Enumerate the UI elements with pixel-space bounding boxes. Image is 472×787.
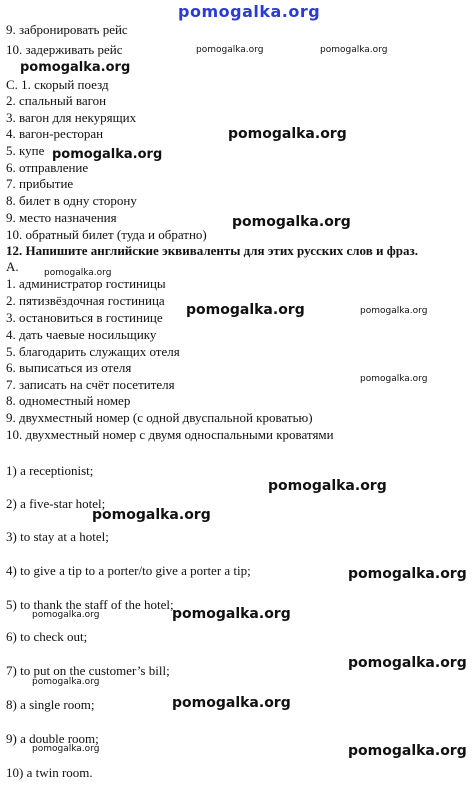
list-item: 8. одноместный номер: [6, 393, 131, 408]
answer-item: 10) a twin room.: [6, 765, 93, 780]
list-item: 5. купе: [6, 143, 45, 158]
top-watermark: pomogalka.org: [178, 2, 321, 21]
watermark: pomogalka.org: [186, 302, 305, 318]
watermark: pomogalka.org: [172, 695, 291, 711]
list-item: 10. обратный билет (туда и обратно): [6, 227, 207, 242]
list-item: 10. двухместный номер с двумя односпальными кроватями: [6, 427, 334, 442]
watermark: pomogalka.org: [228, 126, 347, 142]
answer-item: 3) to stay at a hotel;: [6, 529, 109, 544]
watermark: pomogalka.org: [360, 306, 428, 316]
watermark: pomogalka.org: [44, 268, 112, 278]
list-item: 2. пятизвёздочная гостиница: [6, 293, 165, 308]
answer-item: 1) a receptionist;: [6, 463, 94, 478]
answer-item: 6) to check out;: [6, 629, 88, 644]
watermark: pomogalka.org: [348, 566, 467, 582]
watermark: pomogalka.org: [20, 60, 131, 75]
list-item: 3. вагон для некурящих: [6, 110, 137, 125]
watermark: pomogalka.org: [360, 374, 428, 384]
list-item: 9. место назначения: [6, 210, 117, 225]
watermark: pomogalka.org: [320, 45, 388, 55]
list-item: 9. забронировать рейс: [6, 22, 128, 37]
watermark: pomogalka.org: [268, 478, 387, 494]
list-item: 10. задерживать рейс: [6, 42, 123, 57]
watermark: pomogalka.org: [52, 147, 163, 162]
list-item: С. 1. скорый поезд: [6, 77, 109, 92]
watermark: pomogalka.org: [32, 744, 100, 754]
part-label: А.: [6, 259, 19, 274]
list-item: 6. отправление: [6, 160, 89, 175]
watermark: pomogalka.org: [348, 743, 467, 759]
answer-item: 7) to put on the customer’s bill;: [6, 663, 170, 678]
watermark: pomogalka.org: [232, 214, 351, 230]
list-item: 1. администратор гостиницы: [6, 276, 166, 291]
list-item: 6. выписаться из отеля: [6, 360, 132, 375]
list-item: 2. спальный вагон: [6, 93, 107, 108]
list-item: 4. дать чаевые носильщику: [6, 327, 157, 342]
exercise-heading: 12. Напишите английские эквиваленты для этих русских слов и фраз.: [6, 243, 418, 258]
list-item: 7. прибытие: [6, 176, 74, 191]
watermark: pomogalka.org: [32, 610, 100, 620]
answer-item: 5) to thank the staff of the hotel;: [6, 597, 174, 612]
watermark: pomogalka.org: [92, 507, 211, 523]
answer-item: 9) a double room;: [6, 731, 99, 746]
answer-item: 4) to give a tip to a porter/to give a porter a tip;: [6, 563, 251, 578]
watermark: pomogalka.org: [32, 677, 100, 687]
list-item: 8. билет в одну сторону: [6, 193, 137, 208]
watermark: pomogalka.org: [172, 606, 291, 622]
list-item: 7. записать на счёт посетителя: [6, 377, 175, 392]
list-item: 5. благодарить служащих отеля: [6, 344, 180, 359]
list-item: 3. остановиться в гостинице: [6, 310, 163, 325]
answer-item: 2) a five-star hotel;: [6, 496, 106, 511]
watermark: pomogalka.org: [196, 45, 264, 55]
list-item: 4. вагон-ресторан: [6, 126, 104, 141]
watermark: pomogalka.org: [348, 655, 467, 671]
answer-item: 8) a single room;: [6, 697, 95, 712]
list-item: 9. двухместный номер (с одной двуспальной кроватью): [6, 410, 313, 425]
